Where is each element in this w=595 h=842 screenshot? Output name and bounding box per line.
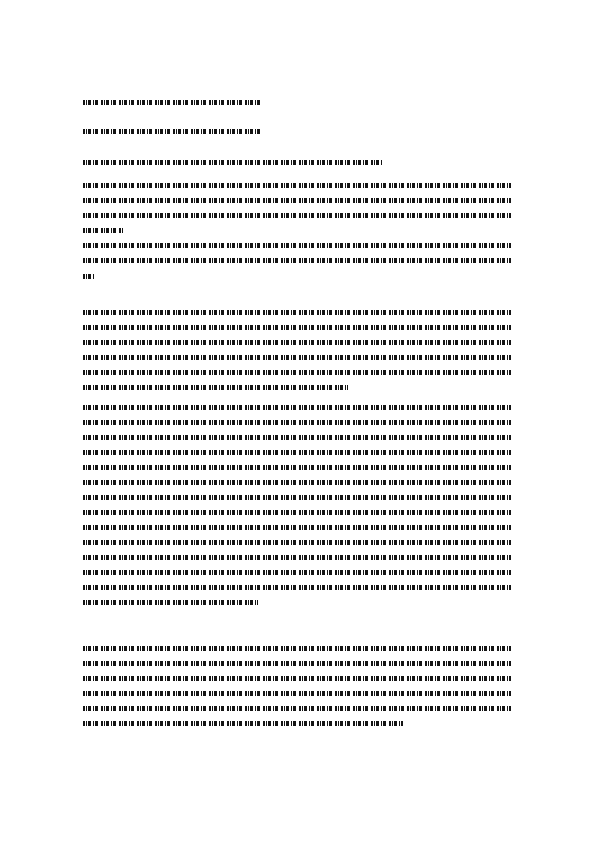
text-line <box>83 691 511 696</box>
text-line <box>83 676 511 681</box>
text-line <box>83 706 511 711</box>
text-line <box>83 646 511 651</box>
text-line <box>83 661 511 666</box>
text-line <box>83 721 403 726</box>
